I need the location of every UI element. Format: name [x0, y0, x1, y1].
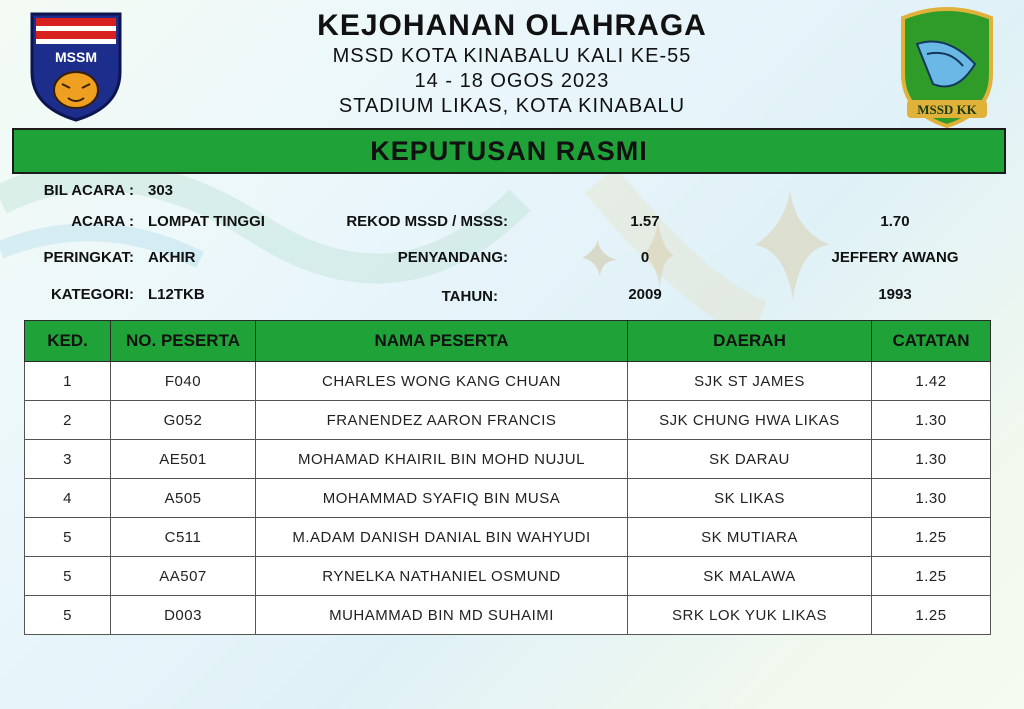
cell-catatan: 1.25	[872, 596, 991, 635]
cell-nama-peserta: CHARLES WONG KANG CHUAN	[256, 362, 628, 401]
cell-ked: 5	[25, 518, 111, 557]
mssd-kk-logo-text: MSSD KK	[917, 102, 977, 117]
cell-daerah: SJK ST JAMES	[628, 362, 872, 401]
cell-daerah: SK LIKAS	[628, 479, 872, 518]
table-row	[25, 518, 991, 557]
cell-no-peserta: A505	[111, 479, 256, 518]
acara-label: ACARA :	[71, 213, 134, 230]
results-header-row	[25, 321, 991, 362]
mssm-logo-text: MSSM	[55, 49, 97, 65]
bil-acara-label: BIL ACARA :	[43, 182, 134, 199]
table-row	[25, 440, 991, 479]
event-subtitle: MSSD KOTA KINABALU KALI KE-55	[332, 45, 692, 67]
kategori-value: L12TKB	[148, 286, 205, 303]
tahun-msss-value: 1993	[878, 286, 912, 303]
cell-daerah: SRK LOK YUK LIKAS	[628, 596, 872, 635]
penyandang-msss-value: JEFFERY AWANG	[831, 249, 959, 266]
acara-value: LOMPAT TINGGI	[148, 213, 265, 230]
cell-no-peserta: D003	[111, 596, 256, 635]
col-header-no-peserta: NO. PESERTA	[111, 321, 256, 362]
table-row	[25, 557, 991, 596]
penyandang-label: PENYANDANG:	[397, 249, 508, 266]
cell-catatan: 1.30	[872, 401, 991, 440]
col-header-catatan: CATATAN	[872, 321, 991, 362]
cell-nama-peserta: MOHAMAD KHAIRIL BIN MOHD NUJUL	[256, 440, 628, 479]
cell-no-peserta: AE501	[111, 440, 256, 479]
cell-nama-peserta: RYNELKA NATHANIEL OSMUND	[256, 557, 628, 596]
table-row	[25, 362, 991, 401]
event-venue: STADIUM LIKAS, KOTA KINABALU	[338, 95, 686, 117]
table-row	[25, 596, 991, 635]
cell-daerah: SK DARAU	[628, 440, 872, 479]
cell-ked: 2	[25, 401, 111, 440]
cell-ked: 1	[25, 362, 111, 401]
tahun-label: TAHUN:	[441, 288, 498, 305]
cell-catatan: 1.30	[872, 479, 991, 518]
cell-catatan: 1.30	[872, 440, 991, 479]
results-table	[24, 320, 991, 635]
col-header-daerah: DAERAH	[628, 321, 872, 362]
cell-catatan: 1.42	[872, 362, 991, 401]
cell-nama-peserta: MUHAMMAD BIN MD SUHAIMI	[256, 596, 628, 635]
cell-catatan: 1.25	[872, 518, 991, 557]
cell-daerah: SK MALAWA	[628, 557, 872, 596]
event-title: KEJOHANAN OLAHRAGA	[317, 9, 707, 42]
cell-daerah: SK MUTIARA	[628, 518, 872, 557]
penyandang-mssd-value: 0	[640, 249, 650, 266]
table-row	[25, 479, 991, 518]
bil-acara-value: 303	[148, 182, 174, 199]
tahun-mssd-value: 2009	[628, 286, 662, 303]
cell-ked: 3	[25, 440, 111, 479]
mssm-logo	[30, 12, 122, 122]
cell-daerah: SJK CHUNG HWA LIKAS	[628, 401, 872, 440]
cell-no-peserta: F040	[111, 362, 256, 401]
official-results-banner: KEPUTUSAN RASMI	[12, 128, 1006, 174]
table-row	[25, 401, 991, 440]
cell-catatan: 1.25	[872, 557, 991, 596]
peringkat-label: PERINGKAT:	[43, 249, 134, 266]
event-dates: 14 - 18 OGOS 2023	[414, 70, 610, 92]
kategori-label: KATEGORI:	[50, 286, 134, 303]
col-header-ked: KED.	[25, 321, 111, 362]
cell-nama-peserta: MOHAMMAD SYAFIQ BIN MUSA	[256, 479, 628, 518]
rekod-mssd-value: 1.57	[630, 213, 660, 230]
rekod-label: REKOD MSSD / MSSS:	[346, 213, 508, 230]
rekod-msss-value: 1.70	[880, 213, 910, 230]
cell-no-peserta: G052	[111, 401, 256, 440]
cell-ked: 5	[25, 557, 111, 596]
event-header	[250, 8, 774, 119]
cell-nama-peserta: FRANENDEZ AARON FRANCIS	[256, 401, 628, 440]
cell-ked: 4	[25, 479, 111, 518]
peringkat-value: AKHIR	[148, 249, 196, 266]
cell-nama-peserta: M.ADAM DANISH DANIAL BIN WAHYUDI	[256, 518, 628, 557]
cell-no-peserta: C511	[111, 518, 256, 557]
mssd-kk-logo	[897, 4, 997, 128]
col-header-nama-peserta: NAMA PESERTA	[256, 321, 628, 362]
bird-silhouette-large	[745, 185, 835, 305]
cell-no-peserta: AA507	[111, 557, 256, 596]
cell-ked: 5	[25, 596, 111, 635]
